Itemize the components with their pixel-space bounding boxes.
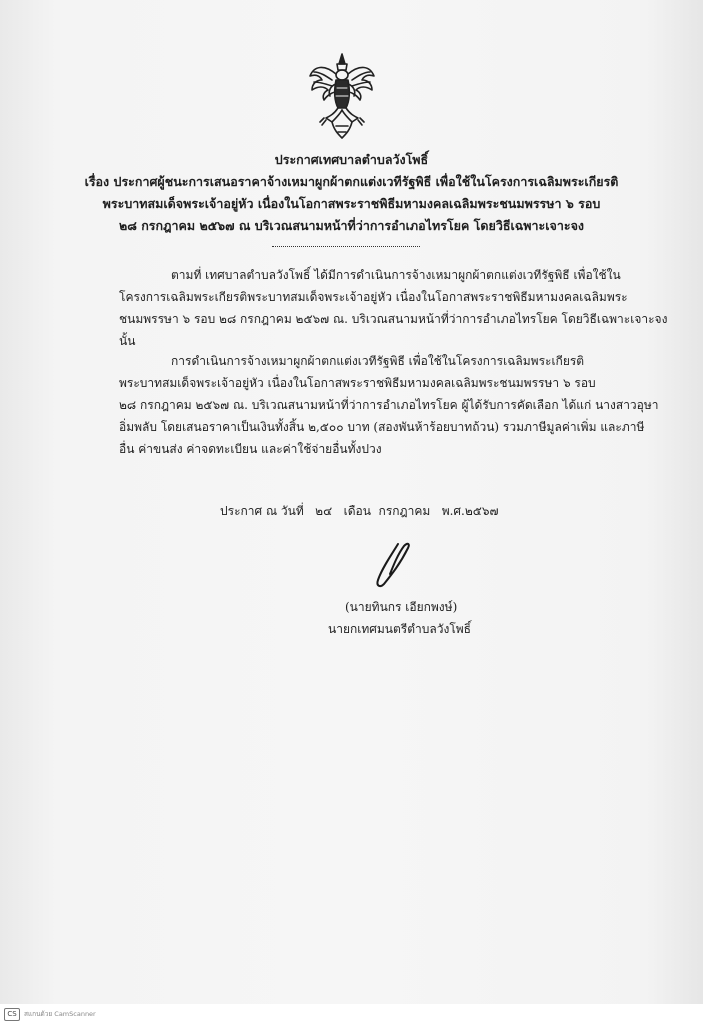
subject-line-1: เรื่อง ประกาศผู้ชนะการเสนอราคาจ้างเหมาผูกผ้าตกแต่งเวทีรัฐพิธี เพื่อใช้ในโครงการเฉลิมพระเกียรติ [84, 174, 619, 189]
paragraph-1 [119, 264, 668, 352]
paragraph-2-line-1: การดำเนินการจ้างเหมาผูกผ้าตกแต่งเวทีรัฐพิธี เพื่อใช้ในโครงการเฉลิมพระเกียรติ [171, 354, 585, 368]
announcement-date: ประกาศ ณ วันที่ ๒๔ เดือน กรกฎาคม พ.ศ.๒๕๖๗ [220, 504, 499, 518]
garuda-emblem-icon [306, 52, 378, 142]
paragraph-2-line-3: ๒๘ กรกฎาคม ๒๕๖๗ ณ. บริเวณสนามหน้าที่ว่าการอำเภอไทรโยค ผู้ได้รับการคัดเลือก ได้แก่ นางสาวอุษา [119, 398, 659, 412]
paragraph-2-line-2: พระบาทสมเด็จพระเจ้าอยู่หัว เนื่องในโอกาสพระราชพิธีมหามงคลเฉลิมพระชนมพรรษา ๖ รอบ [119, 376, 596, 390]
paragraph-1-line-4: นั้น [119, 334, 136, 348]
scanner-footer [0, 1004, 703, 1024]
paragraph-2 [119, 350, 659, 460]
paragraph-1-line-1: ตามที่ เทศบาลตำบลวังโพธิ์ ได้มีการดำเนินการจ้างเหมาผูกผ้าตกแต่งเวทีรัฐพิธี เพื่อใช้ใน [171, 268, 621, 282]
paragraph-1-line-2: โครงการเฉลิมพระเกียรติพระบาทสมเด็จพระเจ้าอยู่หัว เนื่องในโอกาสพระราชพิธีมหามงคลเฉลิมพระ [119, 290, 628, 304]
dotted-divider [272, 246, 420, 247]
signatory-name: (นายทินกร เอียกพงษ์) [345, 600, 458, 614]
signatory-title: นายกเทศมนตรีตำบลวังโพธิ์ [328, 622, 471, 636]
signature-icon [368, 540, 418, 592]
scanner-watermark-text: สแกนด้วย CamScanner [24, 1010, 96, 1018]
camscanner-logo-icon: CS [4, 1008, 20, 1021]
document-org-title: ประกาศเทศบาลตำบลวังโพธิ์ [274, 152, 429, 167]
paragraph-2-line-4: อิ่มพลับ โดยเสนอราคาเป็นเงินทั้งสิ้น ๒,๕๐๐ บาท (สองพันห้าร้อยบาทถ้วน) รวมภาษีมูลค่าเพิ่ม และภาษี [119, 420, 645, 434]
paragraph-1-line-3: ชนมพรรษา ๖ รอบ ๒๘ กรกฎาคม ๒๕๖๗ ณ. บริเวณสนามหน้าที่ว่าการอำเภอไทรโยค โดยวิธีเฉพาะเจาะจง [119, 312, 668, 326]
paragraph-2-line-5: อื่น ค่าขนส่ง ค่าจดทะเบียน และค่าใช้จ่ายอื่นทั้งปวง [119, 442, 382, 456]
subject-line-2: พระบาทสมเด็จพระเจ้าอยู่หัว เนื่องในโอกาสพระราชพิธีมหามงคลเฉลิมพระชนมพรรษา ๖ รอบ [102, 196, 601, 211]
subject-line-3: ๒๘ กรกฎาคม ๒๕๖๗ ณ บริเวณสนามหน้าที่ว่าการอำเภอไทรโยค โดยวิธีเฉพาะเจาะจง [119, 218, 584, 233]
